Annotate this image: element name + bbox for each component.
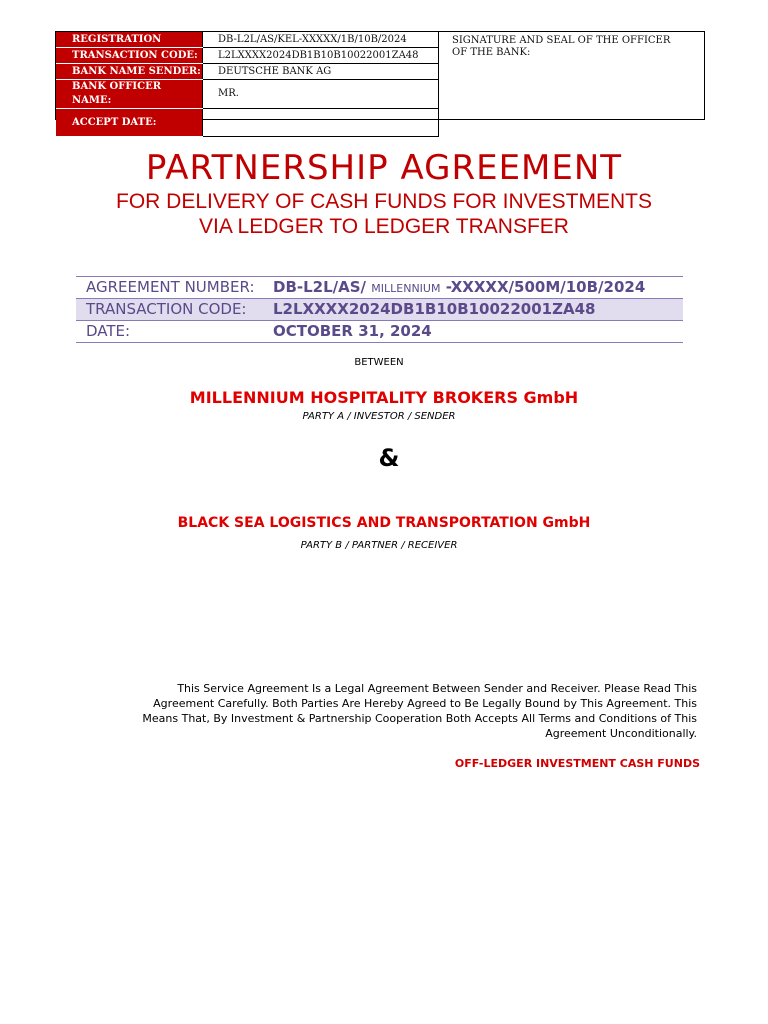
agreement-number-row (76, 276, 683, 298)
date-value: OCTOBER 31, 2024 (273, 322, 432, 340)
agreement-number-label: AGREEMENT NUMBER: (86, 278, 255, 296)
accept-date-label: ACCEPT DATE: (56, 109, 203, 137)
registration-row (56, 32, 439, 48)
subtitle-line2: VIA LEDGER TO LEDGER TRANSFER (199, 215, 569, 238)
agreement-number-value (273, 277, 683, 298)
bank-officer-value: MR. (203, 80, 439, 109)
registration-value: DB-L2L/AS/KEL-XXXXX/1B/10B/2024 (203, 32, 439, 48)
transaction-code-row (56, 48, 439, 64)
ampersand: & (378, 444, 400, 472)
accept-date-value (203, 109, 439, 137)
signature-block (452, 35, 692, 59)
accept-date-row (56, 109, 439, 137)
party-b-role: PARTY B / PARTNER / RECEIVER (300, 540, 458, 551)
agreement-number-suffix: -XXXXX/500M/10B/2024 (445, 278, 646, 296)
date-row (76, 320, 683, 343)
bank-name-label: BANK NAME SENDER: (56, 64, 203, 80)
registration-table (56, 32, 439, 137)
registration-label: REGISTRATION (56, 32, 203, 48)
party-a-role: PARTY A / INVESTOR / SENDER (302, 411, 456, 422)
date-label: DATE: (86, 322, 131, 340)
signature-line1: SIGNATURE AND SEAL OF THE OFFICER (452, 35, 671, 46)
between-label: BETWEEN (354, 357, 404, 368)
transaction-code-value: L2LXXXX2024DB1B10B10022001ZA48 (203, 48, 439, 64)
bank-name-value: DEUTSCHE BANK AG (203, 64, 439, 80)
transaction-code-label: TRANSACTION CODE: (56, 48, 203, 64)
party-b-name: BLACK SEA LOGISTICS AND TRANSPORTATION GmbH (177, 515, 591, 531)
transaction-code-info-value: L2LXXXX2024DB1B10B10022001ZA48 (273, 300, 596, 318)
document-subtitle (0, 189, 768, 239)
bank-name-row (56, 64, 439, 80)
bank-officer-row (56, 80, 439, 109)
transaction-code-info-label: TRANSACTION CODE: (86, 300, 247, 318)
party-a-name: MILLENNIUM HOSPITALITY BROKERS GmbH (189, 388, 579, 407)
subtitle-line1: FOR DELIVERY OF CASH FUNDS FOR INVESTMENTS (116, 190, 652, 213)
bank-officer-label: BANK OFFICER NAME: (56, 80, 203, 109)
registration-box (55, 31, 705, 128)
agreement-number-small: MILLENNIUM (371, 282, 441, 295)
signature-line2: OF THE BANK: (452, 47, 531, 58)
transaction-code-info-row (76, 298, 683, 320)
agreement-number-prefix: DB-L2L/AS/ (273, 278, 367, 296)
agreement-paragraph: This Service Agreement Is a Legal Agreement Between Sender and Receiver. Please Read This Agreement Carefully. Both Parties Are Hereby Agreed to Be Legally Bound by This Agreement. This Means That, By Investment & Partnership Cooperation Both Accepts All Terms and Conditions of This Agreement Unconditionally. (142, 682, 697, 740)
agreement-info (76, 276, 683, 343)
document-title: PARTNERSHIP AGREEMENT (145, 148, 623, 188)
footer-note: OFF-LEDGER INVESTMENT CASH FUNDS (454, 757, 700, 770)
